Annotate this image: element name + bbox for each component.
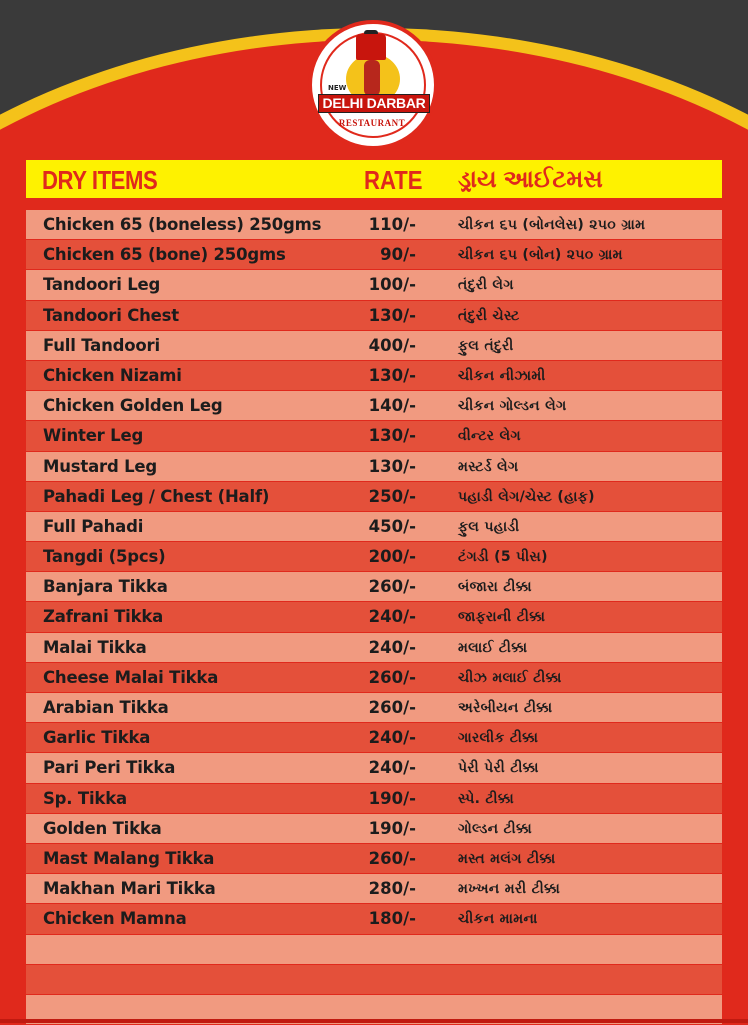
menu-item-price: 190/-	[368, 818, 416, 838]
menu-row	[26, 784, 722, 814]
menu-item-price: 240/-	[368, 758, 416, 778]
menu-row	[26, 270, 722, 300]
menu-item-name: Winter Leg	[43, 426, 144, 446]
menu-item-gujarati: ટંગડી (5 પીસ)	[458, 549, 548, 566]
menu-row	[26, 904, 722, 934]
menu-row	[26, 663, 722, 693]
menu-row	[26, 210, 722, 240]
menu-item-name: Mast Malang Tikka	[43, 848, 215, 868]
menu-item-gujarati: મસ્ટર્ડ લેગ	[458, 458, 519, 475]
menu-item-price: 130/-	[368, 305, 416, 325]
menu-item-name: Mustard Leg	[43, 456, 158, 476]
menu-item-price: 130/-	[368, 365, 416, 385]
menu-item-gujarati: મલાઈ ટીક્કા	[458, 639, 528, 656]
menu-item-gujarati: વીન્ટર લેગ	[458, 428, 521, 445]
menu-item-price: 190/-	[368, 788, 416, 808]
menu-item-gujarati: ચીકન ૬૫ (બોનલેસ) ૨૫૦ ગ્રામ	[458, 217, 646, 233]
menu-item-name: Chicken 65 (bone) 250gms	[43, 245, 286, 265]
menu-item-name: Cheese Malai Tikka	[43, 667, 219, 687]
menu-item-name: Arabian Tikka	[43, 698, 169, 717]
menu-item-name: Pahadi Leg / Chest (Half)	[43, 486, 270, 506]
menu-row	[26, 421, 722, 451]
menu-item-name: Sp. Tikka	[43, 788, 127, 808]
menu-row	[26, 693, 722, 723]
menu-item-gujarati: ગારલીક ટીક્કા	[458, 730, 539, 747]
menu-row	[26, 874, 722, 904]
menu-row	[26, 361, 722, 391]
menu-item-name: Tandoori Chest	[43, 305, 179, 325]
menu-item-price: 450/-	[368, 516, 416, 536]
menu-item-name: Full Pahadi	[43, 516, 144, 536]
menu-item-gujarati: બંજારા ટીક્કા	[458, 579, 532, 596]
menu-item-name: Full Tandoori	[43, 335, 160, 355]
menu-item-gujarati: પેરી પેરી ટીક્કા	[458, 760, 539, 777]
menu-row	[26, 633, 722, 663]
menu-item-name: Chicken Nizami	[43, 365, 182, 385]
menu-row	[26, 965, 722, 995]
menu-item-price: 200/-	[368, 547, 416, 567]
menu-item-gujarati: ચીકન મામના	[458, 911, 538, 928]
menu-item-name: Banjara Tikka	[43, 577, 168, 597]
menu-row	[26, 391, 722, 421]
menu-row	[26, 482, 722, 512]
menu-item-price: 240/-	[368, 637, 416, 657]
menu-item-price: 240/-	[368, 728, 416, 748]
menu-item-price: 260/-	[368, 577, 416, 597]
menu-item-gujarati: તંદુરી લેગ	[458, 277, 514, 294]
menu-item-price: 280/-	[368, 879, 416, 899]
header-items-label: DRY ITEMS	[42, 165, 158, 195]
menu-item-gujarati: ચીઝ મલાઈ ટીક્કા	[458, 669, 562, 686]
logo-kebab-icon	[364, 60, 380, 96]
logo-new-label: NEW	[328, 84, 347, 92]
menu-item-price: 90/-	[380, 245, 416, 265]
menu-item-price: 100/-	[368, 275, 416, 295]
menu-item-gujarati: અરેબીયન ટીક્કા	[458, 700, 553, 716]
menu-item-name: Makhan Mari Tikka	[43, 879, 216, 899]
menu-row	[26, 602, 722, 632]
menu-item-name: Chicken Mamna	[43, 909, 187, 929]
menu-row	[26, 935, 722, 965]
menu-item-name: Garlic Tikka	[43, 728, 151, 748]
menu-row	[26, 753, 722, 783]
menu-item-gujarati: ચીકન ગોલ્ડન લેગ	[458, 398, 567, 415]
menu-item-gujarati: તંદુરી ચેસ્ટ	[458, 307, 520, 324]
menu-item-price: 140/-	[368, 396, 416, 416]
menu-row	[26, 844, 722, 874]
menu-item-price: 250/-	[368, 486, 416, 506]
menu-row	[26, 512, 722, 542]
menu-item-price: 130/-	[368, 456, 416, 476]
menu-item-name: Tandoori Leg	[43, 275, 161, 295]
menu-item-name: Zafrani Tikka	[43, 607, 164, 627]
menu-row	[26, 240, 722, 270]
menu-item-price: 260/-	[368, 667, 416, 687]
logo-restaurant-name: DELHI DARBAR	[318, 94, 430, 113]
menu-item-name: Golden Tikka	[43, 818, 162, 838]
menu-item-name: Pari Peri Tikka	[43, 758, 176, 778]
menu-row	[26, 723, 722, 753]
menu-header	[26, 160, 722, 198]
menu-row	[26, 814, 722, 844]
menu-item-gujarati: મખ્ખન મરી ટીક્કા	[458, 881, 561, 898]
menu-item-price: 260/-	[368, 698, 416, 717]
menu-item-gujarati: પહાડી લેગ/ચેસ્ટ (હાફ)	[458, 488, 595, 505]
menu-item-gujarati: સ્પે. ટીક્કા	[458, 790, 514, 807]
menu-item-gujarati: ફુલ તંદુરી	[458, 337, 514, 354]
menu-item-gujarati: ચીકન નીઝામી	[458, 367, 546, 384]
menu-item-gujarati: મસ્ત મલંગ ટીક્કા	[458, 850, 556, 867]
menu-item-price: 110/-	[368, 215, 416, 234]
menu-item-price: 260/-	[368, 848, 416, 868]
menu-item-name: Chicken Golden Leg	[43, 396, 223, 416]
menu-row	[26, 542, 722, 572]
menu-row	[26, 301, 722, 331]
menu-item-gujarati: ચીકન ૬૫ (બોન) ૨૫૦ ગ્રામ	[458, 247, 623, 264]
menu-row	[26, 452, 722, 482]
logo-fez-icon	[356, 34, 386, 60]
header-rate-label: RATE	[364, 165, 423, 195]
menu-row	[26, 331, 722, 361]
menu-item-price: 240/-	[368, 607, 416, 627]
menu-item-name: Tangdi (5pcs)	[43, 547, 166, 567]
menu-item-gujarati: જાફરાની ટીક્કા	[458, 609, 546, 626]
restaurant-logo	[308, 20, 438, 150]
bottom-border	[0, 1019, 748, 1023]
menu-row	[26, 572, 722, 602]
menu-item-name: Chicken 65 (boneless) 250gms	[43, 215, 322, 234]
menu-item-price: 130/-	[368, 426, 416, 446]
logo-subtitle: RESTAURANT	[338, 118, 406, 128]
menu-item-name: Malai Tikka	[43, 637, 147, 657]
menu-item-price: 180/-	[368, 909, 416, 929]
menu-item-gujarati: ફુલ પહાડી	[458, 518, 520, 535]
menu-item-price: 400/-	[368, 335, 416, 355]
menu-item-gujarati: ગોલ્ડન ટીક્કા	[458, 820, 533, 837]
menu-list	[26, 210, 722, 1025]
header-items-gujarati: ડ્રાય આઈટમસ	[458, 166, 603, 193]
